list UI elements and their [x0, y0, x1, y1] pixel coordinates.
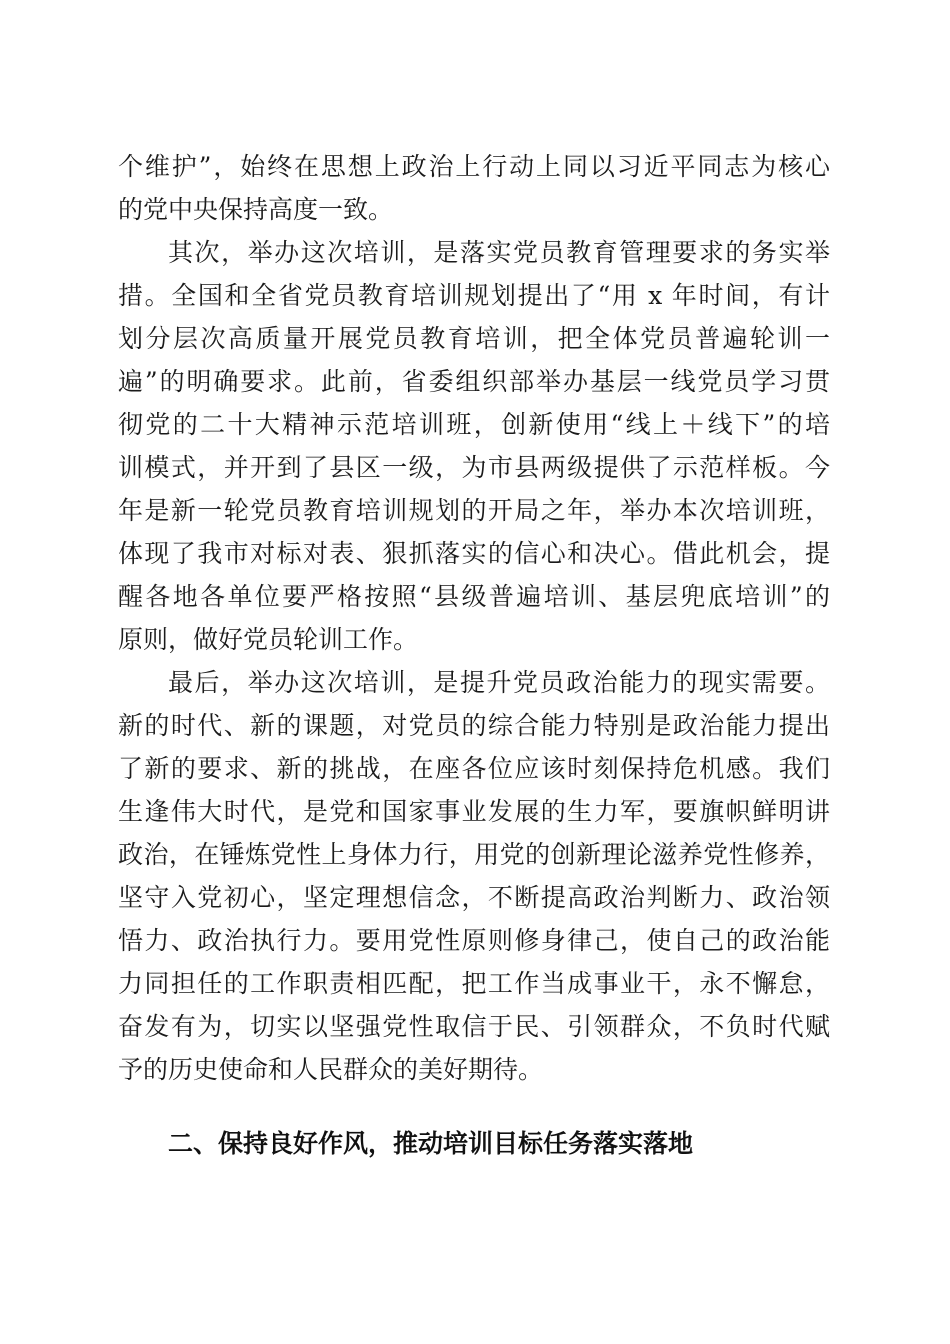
text-line: 体现了我市对标对表、狠抓落实的信心和决心。借此机会，提: [118, 539, 830, 568]
text-line: 力同担任的工作职责相匹配，把工作当成事业干，永不懈怠，: [118, 969, 830, 998]
text-line: 的党中央保持高度一致。: [118, 195, 394, 224]
text-line: 个维护”，始终在思想上政治上行动上同以习近平同志为核心: [118, 152, 830, 181]
text-line: 彻党的二十大精神示范培训班，创新使用“线上＋线下”的培: [118, 410, 830, 439]
text-line: 年是新一轮党员教育培训规划的开局之年，举办本次培训班，: [118, 496, 830, 525]
text-line: 措。全国和全省党员教育培训规划提出了“用 x 年时间，有计: [118, 281, 830, 310]
text-line: 其次，举办这次培训，是落实党员教育管理要求的务实举: [168, 238, 830, 267]
text-line: 予的历史使命和人民群众的美好期待。: [118, 1055, 544, 1084]
section-heading: 二、保持良好作风，推动培训目标任务落实落地: [168, 1129, 694, 1158]
text-line: 遍”的明确要求。此前，省委组织部举办基层一线党员学习贯: [118, 367, 830, 396]
text-line: 原则，做好党员轮训工作。: [118, 625, 419, 654]
text-line: 新的时代、新的课题，对党员的综合能力特别是政治能力提出: [118, 711, 830, 740]
text-line: 奋发有为，切实以坚强党性取信于民、引领群众，不负时代赋: [118, 1012, 830, 1041]
text-line: 坚守入党初心，坚定理想信念，不断提高政治判断力、政治领: [118, 883, 830, 912]
text-line: 悟力、政治执行力。要用党性原则修身律己，使自己的政治能: [118, 926, 830, 955]
text-line: 划分层次高质量开展党员教育培训，把全体党员普遍轮训一: [118, 324, 830, 353]
text-line: 醒各地各单位要严格按照“县级普遍培训、基层兜底培训”的: [118, 582, 830, 611]
text-line: 了新的要求、新的挑战，在座各位应该时刻保持危机感。我们: [118, 754, 830, 783]
text-line: 生逢伟大时代，是党和国家事业发展的生力军，要旗帜鲜明讲: [118, 797, 830, 826]
text-line: 最后，举办这次培训，是提升党员政治能力的现实需要。: [168, 668, 830, 697]
text-line: 训模式，并开到了县区一级，为市县两级提供了示范样板。今: [118, 453, 830, 482]
text-line: 政治，在锤炼党性上身体力行，用党的创新理论滋养党性修养，: [118, 840, 830, 869]
